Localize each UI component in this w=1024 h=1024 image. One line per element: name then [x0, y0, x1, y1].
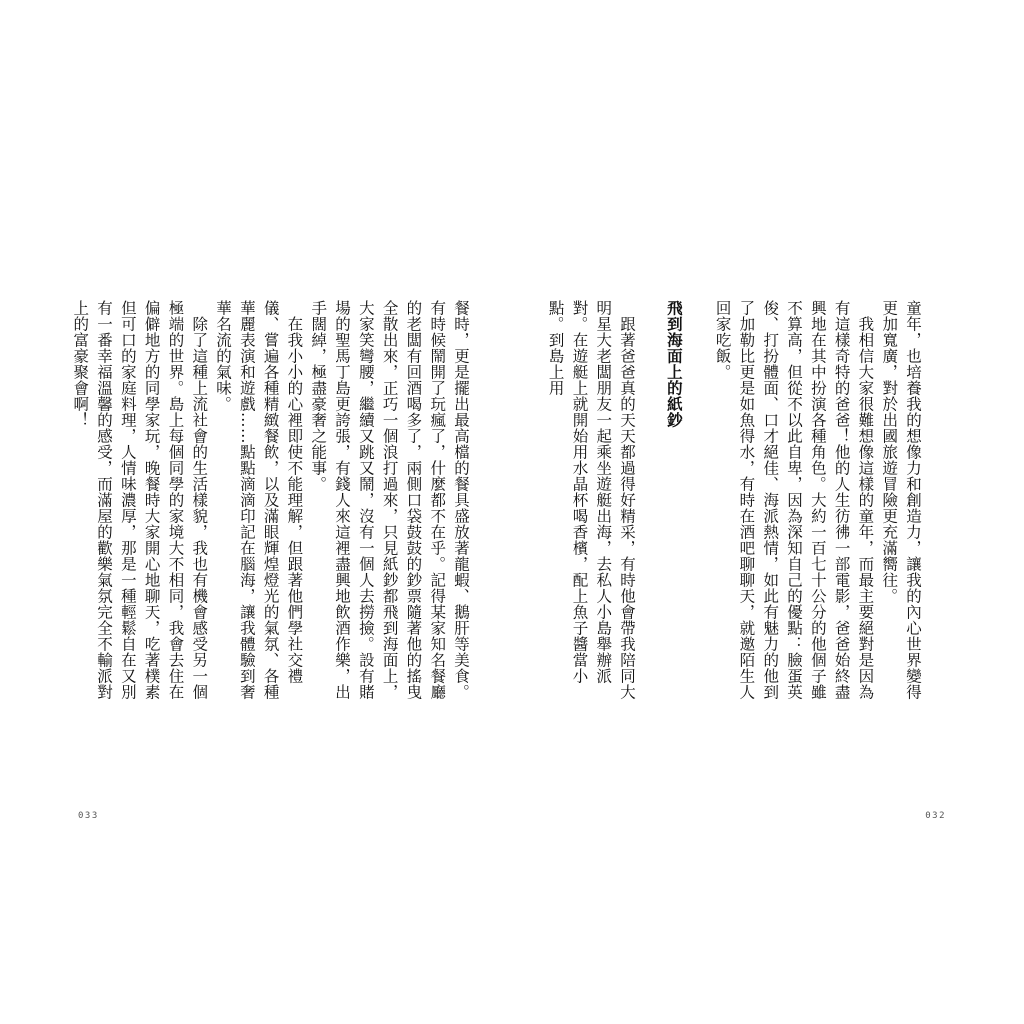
right-page: [512, 0, 1024, 1024]
paragraph: 在我小小的心裡即使不能理解，但跟著他們學社交禮儀、嘗遍各種精緻餐飲，以及滿眼輝煌燈光的氣氛、各種華麗表演和遊戲……點點滴滴印記在腦海，讓我體驗到奢華名流的氣味。: [214, 300, 304, 700]
paragraph: 除了這種上流社會的生活樣貌，我也有機會感受另一個極端的世界。島上每個同學的家境大不相同，我會去住在偏僻地方的同學家玩，晚餐時大家開心地聊天，吃著樸素但可口的家庭料理，人情味濃厚，那是一種輕鬆自在又別有一番幸福溫馨的感受，而滿屋的歡樂氣氛完全不輸派對上的富豪聚會啊！: [71, 300, 209, 700]
right-page-body: [546, 300, 924, 710]
paragraph: 跟著爸爸真的天天都過得好精采，有時他會帶我陪同大明星大老闆朋友一起乘坐遊艇出海，去私人小島舉辦派對。在遊艇上就開始用水晶杯喝香檳，配上魚子醬當小點。到島上用: [546, 300, 637, 700]
paragraph: 童年，也培養我的想像力和創造力，讓我的內心世界變得更加寬廣，對於出國旅遊冒險更充滿嚮往。: [880, 300, 922, 700]
paragraph: 我相信大家很難想像這樣的童年，而最主要絕對是因為有這樣奇特的爸爸！他的人生彷彿一部電影，爸爸始終盡興地在其中扮演各種角色。大約一百七十公分的他個子雖不算高，但從不以此自卑，因為深知自己的優點：臉蛋英俊、打扮體面、口才絕佳、海派熱情，如此有魅力的他到了加勒比更是如魚得水，有時在酒吧聊聊天，就邀陌生人回家吃飯。: [713, 300, 875, 700]
left-page-body: [72, 300, 472, 710]
section-gap: [686, 300, 710, 710]
paragraph: 餐時，更是擺出最高檔的餐具盛放著龍蝦、鵝肝等美食。有時候鬧開了玩瘋了，什麼都不在乎。記得某家知名餐廳的老闆有回酒喝多了，兩側口袋鼓鼓的鈔票隨著他的搖曳全散出來，正巧一個浪打過來，只見紙鈔都飛到海面上，大家笑彎腰，繼續又跳又鬧，沒有一個人去撈撿。設有賭場的聖馬丁島更誇張，有錢人來這裡盡興地飲酒作樂，出手闊綽，極盡豪奢之能事。: [309, 300, 470, 700]
page-number: 033: [78, 811, 99, 821]
section-heading: 飛到海面上的紙鈔: [664, 300, 684, 428]
page-number: 032: [925, 811, 946, 821]
